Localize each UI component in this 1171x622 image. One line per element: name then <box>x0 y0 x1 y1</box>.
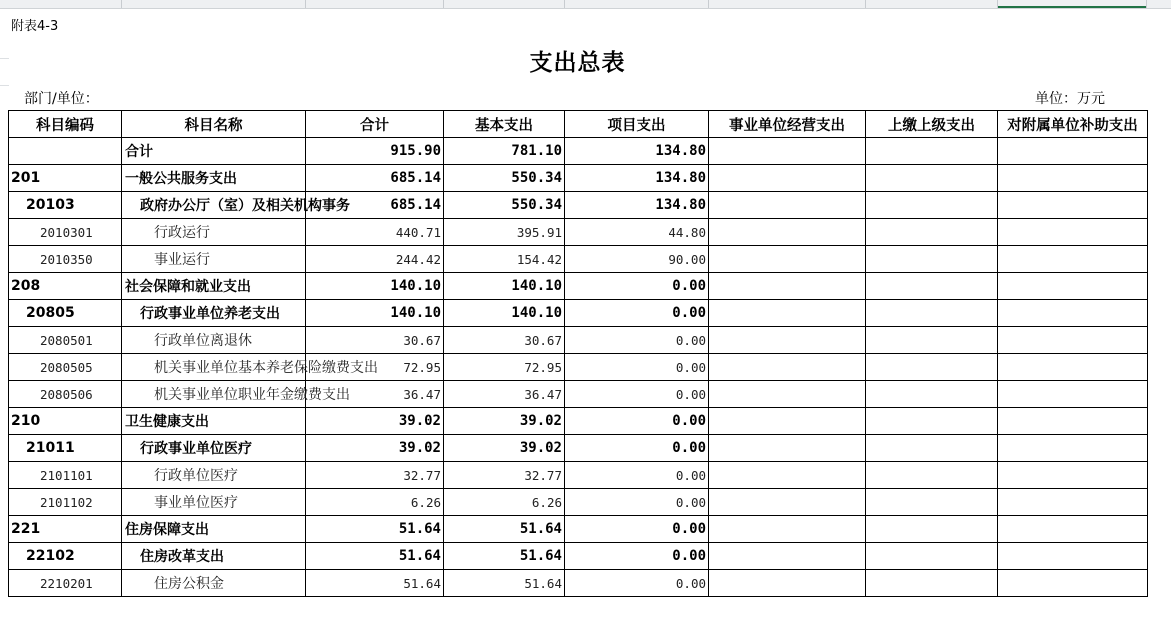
basic-cell[interactable]: 395.91 <box>444 219 565 246</box>
total-cell[interactable]: 72.95 <box>306 354 444 381</box>
column-separator[interactable] <box>564 0 565 8</box>
code-cell[interactable]: 2080501 <box>9 327 122 354</box>
upper-cell[interactable] <box>866 192 998 219</box>
upper-cell[interactable] <box>866 435 998 462</box>
name-cell[interactable]: 事业单位医疗 <box>122 489 306 516</box>
operating-cell[interactable] <box>709 273 866 300</box>
subsidy-cell[interactable] <box>998 273 1148 300</box>
project-cell[interactable]: 0.00 <box>565 408 709 435</box>
subsidy-cell[interactable] <box>998 570 1148 597</box>
name-cell[interactable]: 社会保障和就业支出 <box>122 273 306 300</box>
upper-cell[interactable] <box>866 354 998 381</box>
code-cell[interactable]: 22102 <box>9 543 122 570</box>
subsidy-cell[interactable] <box>998 138 1148 165</box>
code-cell[interactable]: 2101102 <box>9 489 122 516</box>
column-separator[interactable] <box>1146 0 1147 8</box>
project-cell[interactable]: 134.80 <box>565 192 709 219</box>
column-separator[interactable] <box>305 0 306 8</box>
upper-cell[interactable] <box>866 570 998 597</box>
project-cell[interactable]: 90.00 <box>565 246 709 273</box>
project-cell[interactable]: 0.00 <box>565 327 709 354</box>
page-title: 支出总表 <box>529 49 626 76</box>
subsidy-cell[interactable] <box>998 192 1148 219</box>
total-cell[interactable]: 30.67 <box>306 327 444 354</box>
name-cell[interactable]: 合计 <box>122 138 306 165</box>
column-separator[interactable] <box>865 0 866 8</box>
subsidy-cell[interactable] <box>998 462 1148 489</box>
upper-cell[interactable] <box>866 273 998 300</box>
name-cell[interactable]: 行政事业单位医疗 <box>122 435 306 462</box>
attachment-label: 附表4-3 <box>11 19 59 34</box>
project-cell[interactable]: 0.00 <box>565 435 709 462</box>
selected-column-indicator <box>998 6 1146 8</box>
upper-cell[interactable] <box>866 138 998 165</box>
code-cell[interactable]: 2101101 <box>9 462 122 489</box>
upper-cell[interactable] <box>866 165 998 192</box>
code-cell[interactable]: 2010350 <box>9 246 122 273</box>
operating-cell[interactable] <box>709 570 866 597</box>
subsidy-cell[interactable] <box>998 516 1148 543</box>
project-cell[interactable]: 0.00 <box>565 489 709 516</box>
operating-cell[interactable] <box>709 381 866 408</box>
basic-cell[interactable]: 51.64 <box>444 570 565 597</box>
project-cell[interactable]: 44.80 <box>565 219 709 246</box>
total-cell[interactable]: 39.02 <box>306 435 444 462</box>
header-row <box>9 111 1148 138</box>
subsidy-cell[interactable] <box>998 165 1148 192</box>
table-row <box>9 327 1148 354</box>
subsidy-cell[interactable] <box>998 300 1148 327</box>
table-row <box>9 300 1148 327</box>
project-cell[interactable]: 0.00 <box>565 354 709 381</box>
upper-cell[interactable] <box>866 516 998 543</box>
name-cell[interactable]: 住房公积金 <box>122 570 306 597</box>
total-cell[interactable]: 685.14 <box>306 165 444 192</box>
upper-cell[interactable] <box>866 246 998 273</box>
operating-cell[interactable] <box>709 543 866 570</box>
upper-cell[interactable] <box>866 300 998 327</box>
unit-label: 单位：万元 <box>1035 91 1105 107</box>
operating-cell[interactable] <box>709 300 866 327</box>
column-separator[interactable] <box>708 0 709 8</box>
total-cell[interactable]: 51.64 <box>306 516 444 543</box>
operating-cell[interactable] <box>709 516 866 543</box>
total-cell[interactable]: 915.90 <box>306 138 444 165</box>
table-row <box>9 219 1148 246</box>
project-cell[interactable]: 0.00 <box>565 516 709 543</box>
table-row <box>9 354 1148 381</box>
table-row <box>9 408 1148 435</box>
project-cell[interactable]: 0.00 <box>565 570 709 597</box>
name-cell[interactable]: 政府办公厅（室）及相关机构事务 <box>122 192 306 219</box>
table-row <box>9 381 1148 408</box>
subsidy-cell[interactable] <box>998 246 1148 273</box>
upper-cell[interactable] <box>866 462 998 489</box>
operating-cell[interactable] <box>709 462 866 489</box>
basic-cell[interactable]: 51.64 <box>444 516 565 543</box>
code-cell[interactable]: 208 <box>9 273 122 300</box>
name-cell[interactable]: 行政事业单位养老支出 <box>122 300 306 327</box>
operating-cell[interactable] <box>709 408 866 435</box>
operating-cell[interactable] <box>709 489 866 516</box>
total-cell[interactable]: 140.10 <box>306 273 444 300</box>
name-cell[interactable]: 机关事业单位职业年金缴费支出 <box>122 381 306 408</box>
column-separator[interactable] <box>121 0 122 8</box>
header-cell-total[interactable]: 合计 <box>306 111 444 138</box>
subsidy-cell[interactable] <box>998 354 1148 381</box>
name-cell[interactable]: 行政单位医疗 <box>122 462 306 489</box>
table-row <box>9 489 1148 516</box>
table-row <box>9 165 1148 192</box>
name-cell[interactable]: 卫生健康支出 <box>122 408 306 435</box>
name-cell[interactable]: 行政单位离退休 <box>122 327 306 354</box>
code-cell[interactable]: 2080506 <box>9 381 122 408</box>
basic-cell[interactable]: 36.47 <box>444 381 565 408</box>
basic-cell[interactable]: 154.42 <box>444 246 565 273</box>
department-label: 部门/单位： <box>24 91 99 107</box>
spreadsheet-column-header-strip[interactable] <box>0 0 1171 9</box>
basic-cell[interactable]: 39.02 <box>444 408 565 435</box>
name-cell[interactable]: 机关事业单位基本养老保险缴费支出 <box>122 354 306 381</box>
name-cell[interactable]: 住房保障支出 <box>122 516 306 543</box>
upper-cell[interactable] <box>866 327 998 354</box>
code-cell[interactable]: 20805 <box>9 300 122 327</box>
total-cell[interactable]: 244.42 <box>306 246 444 273</box>
header-cell-upper[interactable]: 上缴上级支出 <box>866 111 998 138</box>
total-cell[interactable]: 51.64 <box>306 543 444 570</box>
name-cell[interactable]: 一般公共服务支出 <box>122 165 306 192</box>
name-cell[interactable]: 住房改革支出 <box>122 543 306 570</box>
subsidy-cell[interactable] <box>998 543 1148 570</box>
operating-cell[interactable] <box>709 165 866 192</box>
code-cell[interactable]: 221 <box>9 516 122 543</box>
basic-cell[interactable]: 39.02 <box>444 435 565 462</box>
total-cell[interactable]: 6.26 <box>306 489 444 516</box>
code-cell[interactable]: 2080505 <box>9 354 122 381</box>
table-row <box>9 516 1148 543</box>
total-cell[interactable]: 32.77 <box>306 462 444 489</box>
basic-cell[interactable]: 140.10 <box>444 273 565 300</box>
project-cell[interactable]: 134.80 <box>565 138 709 165</box>
project-cell[interactable]: 134.80 <box>565 165 709 192</box>
name-cell[interactable]: 行政运行 <box>122 219 306 246</box>
header-cell-project[interactable]: 项目支出 <box>565 111 709 138</box>
code-cell[interactable]: 2010301 <box>9 219 122 246</box>
table-row <box>9 543 1148 570</box>
code-cell[interactable]: 21011 <box>9 435 122 462</box>
basic-cell[interactable]: 32.77 <box>444 462 565 489</box>
basic-cell[interactable]: 30.67 <box>444 327 565 354</box>
code-cell[interactable]: 20103 <box>9 192 122 219</box>
column-separator[interactable] <box>443 0 444 8</box>
table-row <box>9 462 1148 489</box>
operating-cell[interactable] <box>709 219 866 246</box>
total-cell[interactable]: 685.14 <box>306 192 444 219</box>
operating-cell[interactable] <box>709 138 866 165</box>
project-cell[interactable]: 0.00 <box>565 462 709 489</box>
expenditure-table <box>8 110 1148 597</box>
header-cell-code[interactable]: 科目编码 <box>9 111 122 138</box>
total-cell[interactable]: 440.71 <box>306 219 444 246</box>
code-cell[interactable]: 210 <box>9 408 122 435</box>
subsidy-cell[interactable] <box>998 408 1148 435</box>
name-cell[interactable]: 事业运行 <box>122 246 306 273</box>
subsidy-cell[interactable] <box>998 435 1148 462</box>
code-cell[interactable] <box>9 138 122 165</box>
project-cell[interactable]: 0.00 <box>565 381 709 408</box>
project-cell[interactable]: 0.00 <box>565 300 709 327</box>
operating-cell[interactable] <box>709 327 866 354</box>
operating-cell[interactable] <box>709 435 866 462</box>
upper-cell[interactable] <box>866 543 998 570</box>
header-cell-basic[interactable]: 基本支出 <box>444 111 565 138</box>
table-row <box>9 435 1148 462</box>
upper-cell[interactable] <box>866 381 998 408</box>
header-cell-name[interactable]: 科目名称 <box>122 111 306 138</box>
total-cell[interactable]: 140.10 <box>306 300 444 327</box>
total-cell[interactable]: 36.47 <box>306 381 444 408</box>
subsidy-cell[interactable] <box>998 489 1148 516</box>
table-row <box>9 246 1148 273</box>
upper-cell[interactable] <box>866 219 998 246</box>
subsidy-cell[interactable] <box>998 219 1148 246</box>
header-cell-subsidy[interactable]: 对附属单位补助支出 <box>998 111 1148 138</box>
basic-cell[interactable]: 72.95 <box>444 354 565 381</box>
code-cell[interactable]: 201 <box>9 165 122 192</box>
table-row <box>9 192 1148 219</box>
project-cell[interactable]: 0.00 <box>565 543 709 570</box>
header-cell-operating[interactable]: 事业单位经营支出 <box>709 111 866 138</box>
basic-cell[interactable]: 140.10 <box>444 300 565 327</box>
basic-cell[interactable]: 550.34 <box>444 165 565 192</box>
operating-cell[interactable] <box>709 354 866 381</box>
operating-cell[interactable] <box>709 246 866 273</box>
project-cell[interactable]: 0.00 <box>565 273 709 300</box>
total-cell[interactable]: 51.64 <box>306 570 444 597</box>
table-row <box>9 273 1148 300</box>
subsidy-cell[interactable] <box>998 381 1148 408</box>
table-row <box>9 138 1148 165</box>
table-row <box>9 570 1148 597</box>
basic-cell[interactable]: 51.64 <box>444 543 565 570</box>
total-cell[interactable]: 39.02 <box>306 408 444 435</box>
code-cell[interactable]: 2210201 <box>9 570 122 597</box>
basic-cell[interactable]: 781.10 <box>444 138 565 165</box>
basic-cell[interactable]: 6.26 <box>444 489 565 516</box>
upper-cell[interactable] <box>866 408 998 435</box>
basic-cell[interactable]: 550.34 <box>444 192 565 219</box>
subsidy-cell[interactable] <box>998 327 1148 354</box>
upper-cell[interactable] <box>866 489 998 516</box>
operating-cell[interactable] <box>709 192 866 219</box>
